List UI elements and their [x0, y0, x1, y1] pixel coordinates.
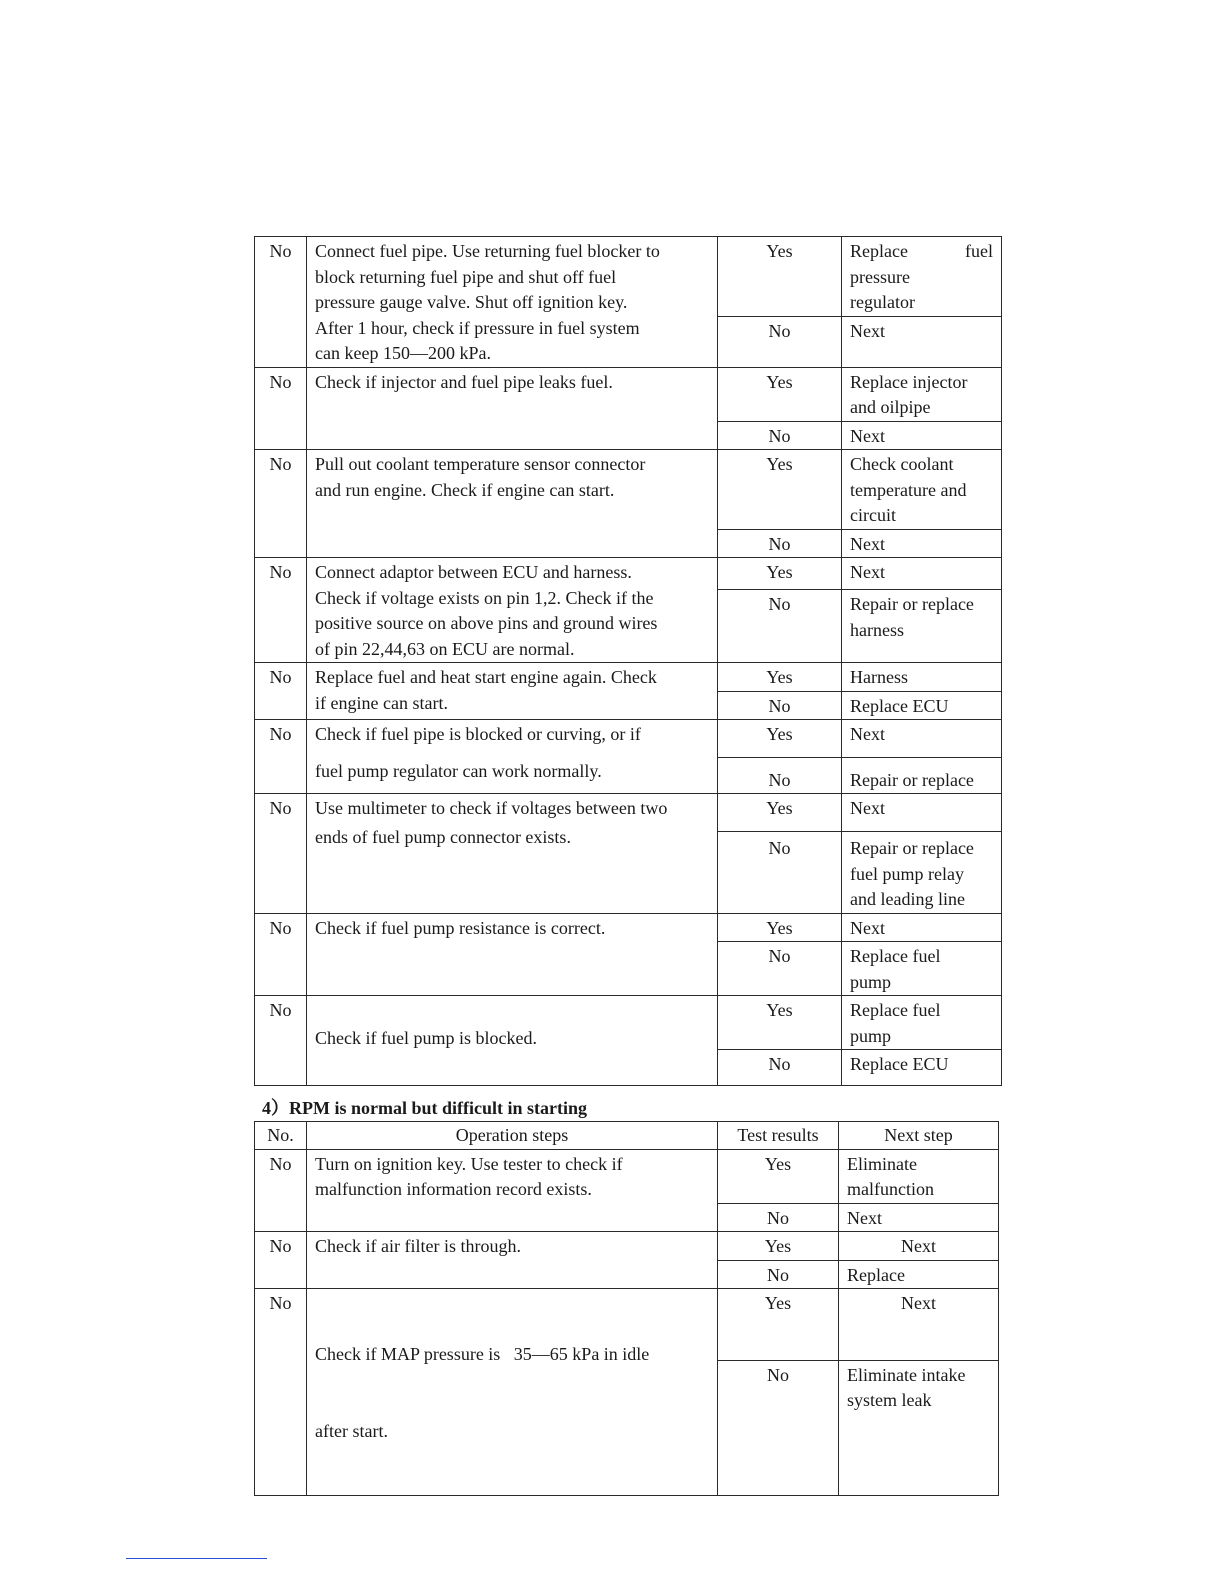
test-result-no: No: [718, 691, 842, 720]
next-step-no: [839, 1260, 999, 1289]
test-result-yes: Yes: [718, 450, 842, 530]
test-result-no: No: [718, 1203, 839, 1232]
step-number: No: [255, 663, 307, 720]
test-result-no: No: [718, 421, 842, 450]
step-line: Check if fuel pump is blocked.: [315, 1027, 537, 1048]
troubleshooting-table-continued: [254, 236, 1002, 1086]
next-line: Replace: [847, 1264, 905, 1285]
operation-step: [307, 1149, 718, 1232]
operation-step: [307, 1232, 718, 1289]
next-line: circuit: [850, 505, 896, 525]
next-line: Replace ECU: [850, 695, 949, 716]
table-row: [255, 237, 1002, 317]
next-step-no: [842, 316, 1002, 367]
test-result-yes: Yes: [718, 558, 842, 590]
next-line: Replace injector: [850, 371, 968, 392]
step-line: After 1 hour, check if pressure in fuel system: [315, 317, 640, 338]
section-heading: 4）RPM is normal but difficult in starting: [262, 1098, 588, 1118]
test-result-yes: Yes: [718, 720, 842, 758]
step-line: Connect fuel pipe. Use returning fuel blocker to: [315, 241, 660, 261]
next-line: Eliminate intake: [847, 1364, 966, 1385]
test-result-no: No: [718, 1260, 839, 1289]
test-result-no: No: [718, 832, 842, 914]
operation-step: [307, 720, 718, 794]
next-step-no: [842, 529, 1002, 558]
step-line: block returning fuel pipe and shut off fuel: [315, 266, 617, 287]
step-line: Check if fuel pipe is blocked or curving, or if: [315, 724, 641, 744]
next-line: Replace fuel: [850, 946, 941, 966]
operation-step: [307, 1289, 718, 1496]
step-line: and run engine. Check if engine can start.: [315, 479, 615, 500]
next-step-yes: [842, 558, 1002, 590]
test-result-yes: Yes: [718, 237, 842, 317]
next-line: pump: [850, 1025, 892, 1046]
next-step-yes: [842, 367, 1002, 421]
table-row: [255, 1289, 999, 1361]
step-number: No: [255, 1232, 307, 1289]
step-number: No: [255, 720, 307, 794]
operation-step: [307, 663, 718, 720]
next-step-no: [842, 942, 1002, 996]
step-number: No: [255, 996, 307, 1086]
step-line: ends of fuel pump connector exists.: [315, 826, 571, 847]
step-line: malfunction information record exists.: [315, 1179, 592, 1199]
step-number: No: [255, 450, 307, 558]
next-step-yes: [842, 794, 1002, 832]
step-line: Replace fuel and heat start engine again. Check: [315, 667, 657, 687]
test-result-no: No: [718, 529, 842, 558]
step-line: after start.: [315, 1420, 388, 1441]
test-result-yes: Yes: [718, 1149, 839, 1203]
next-line: Eliminate: [847, 1153, 917, 1174]
step-line: pressure gauge valve. Shut off ignition key.: [315, 292, 628, 312]
next-line: and leading line: [850, 889, 965, 909]
test-result-yes: Yes: [718, 367, 842, 421]
next-step-no: [842, 832, 1002, 914]
step-line: can keep 150—200 kPa.: [315, 343, 491, 363]
next-line: Repair or replace: [850, 769, 974, 790]
step-number: No: [255, 794, 307, 914]
next-line: malfunction: [847, 1179, 934, 1199]
step-number: No: [255, 237, 307, 368]
table-row: [255, 1232, 999, 1261]
next-line: Repair or replace: [850, 838, 974, 858]
test-result-yes: Yes: [718, 1232, 839, 1261]
step-line: Check if air filter is through.: [315, 1236, 521, 1256]
next-step-yes: [842, 450, 1002, 530]
step-line: Pull out coolant temperature sensor connector: [315, 454, 646, 474]
step-line: Turn on ignition key. Use tester to check if: [315, 1153, 623, 1174]
next-line: temperature and: [850, 479, 967, 500]
step-line: Connect adaptor between ECU and harness.: [315, 562, 632, 582]
table-row: [255, 1149, 999, 1203]
next-step-yes: [839, 1289, 999, 1361]
next-line: fuel pump relay: [850, 863, 964, 884]
next-step-yes: [842, 237, 1002, 317]
operation-step: [307, 913, 718, 996]
step-line: positive source on above pins and ground wires: [315, 613, 658, 633]
table-header-row: [255, 1122, 999, 1150]
next-step-no: [839, 1203, 999, 1232]
step-line: fuel pump regulator can work normally.: [315, 760, 602, 781]
next-line: Next: [850, 798, 885, 818]
next-step-yes: [839, 1149, 999, 1203]
step-line: if engine can start.: [315, 692, 448, 713]
next-step-yes: [842, 913, 1002, 942]
next-line: pressure: [850, 266, 910, 287]
next-step-yes: [842, 720, 1002, 758]
next-step-no: [842, 758, 1002, 794]
next-line: Next: [850, 425, 885, 446]
test-result-no: No: [718, 942, 842, 996]
next-step-no: [842, 590, 1002, 663]
test-result-yes: Yes: [718, 794, 842, 832]
step-line: of pin 22,44,63 on ECU are normal.: [315, 638, 575, 659]
table-row: [255, 720, 1002, 758]
operation-step: [307, 996, 718, 1086]
table-row: [255, 367, 1002, 421]
operation-step: [307, 558, 718, 663]
next-line: Replace fuel: [850, 1000, 941, 1020]
test-result-no: No: [718, 1050, 842, 1086]
table-row: [255, 663, 1002, 692]
next-line: pump: [850, 971, 892, 992]
table-row: [255, 996, 1002, 1050]
next-step-no: [842, 421, 1002, 450]
next-step-yes: [842, 663, 1002, 692]
column-header-operation-steps: Operation steps: [307, 1122, 718, 1150]
next-line: Next: [847, 1207, 882, 1228]
footnote-separator: [126, 1558, 267, 1559]
step-line: Check if fuel pump resistance is correct.: [315, 917, 606, 938]
next-line: Next: [850, 320, 885, 341]
next-line: regulator: [850, 292, 915, 312]
next-step-yes: [842, 996, 1002, 1050]
next-line: Repair or replace: [850, 594, 974, 615]
next-step-yes: [839, 1232, 999, 1261]
test-result-yes: Yes: [718, 1289, 839, 1361]
next-line: Next: [850, 724, 885, 744]
next-line: Replace fuel: [850, 241, 993, 261]
next-line: Harness: [850, 667, 908, 687]
next-step-no: [842, 691, 1002, 720]
step-line: Check if injector and fuel pipe leaks fuel.: [315, 371, 613, 392]
test-result-yes: Yes: [718, 996, 842, 1050]
test-result-no: No: [718, 758, 842, 794]
step-number: No: [255, 913, 307, 996]
next-line: Next: [901, 1236, 936, 1256]
next-step-no: [842, 1050, 1002, 1086]
test-result-yes: Yes: [718, 913, 842, 942]
step-number: No: [255, 1289, 307, 1496]
step-line: Use multimeter to check if voltages between two: [315, 798, 668, 818]
test-result-no: No: [718, 316, 842, 367]
table-row: [255, 450, 1002, 530]
table-row: [255, 913, 1002, 942]
operation-step: [307, 237, 718, 368]
next-line: Next: [850, 562, 885, 582]
next-line: system leak: [847, 1390, 932, 1410]
step-line: Check if voltage exists on pin 1,2. Check if the: [315, 587, 654, 608]
step-line: Check if MAP pressure is 35—65 kPa in idle: [315, 1344, 650, 1364]
step-number: No: [255, 367, 307, 450]
next-line: Next: [850, 533, 885, 554]
table-row: [255, 794, 1002, 832]
next-line: and oilpipe: [850, 397, 931, 417]
column-header-test-results: Test results: [718, 1122, 839, 1150]
next-line: Next: [850, 917, 885, 938]
next-line: Check coolant: [850, 454, 954, 474]
next-step-no: [839, 1360, 999, 1496]
next-line: Next: [901, 1293, 936, 1313]
next-line: Replace ECU: [850, 1054, 949, 1074]
operation-step: [307, 794, 718, 914]
column-header-no: No.: [255, 1122, 307, 1150]
table-row: [255, 558, 1002, 590]
next-line: harness: [850, 619, 904, 640]
test-result-no: No: [718, 590, 842, 663]
test-result-no: No: [718, 1360, 839, 1496]
step-number: No: [255, 558, 307, 663]
column-header-next-step: Next step: [839, 1122, 999, 1150]
step-number: No: [255, 1149, 307, 1232]
operation-step: [307, 450, 718, 558]
operation-step: [307, 367, 718, 450]
test-result-yes: Yes: [718, 663, 842, 692]
rpm-difficult-start-table: [254, 1121, 999, 1496]
